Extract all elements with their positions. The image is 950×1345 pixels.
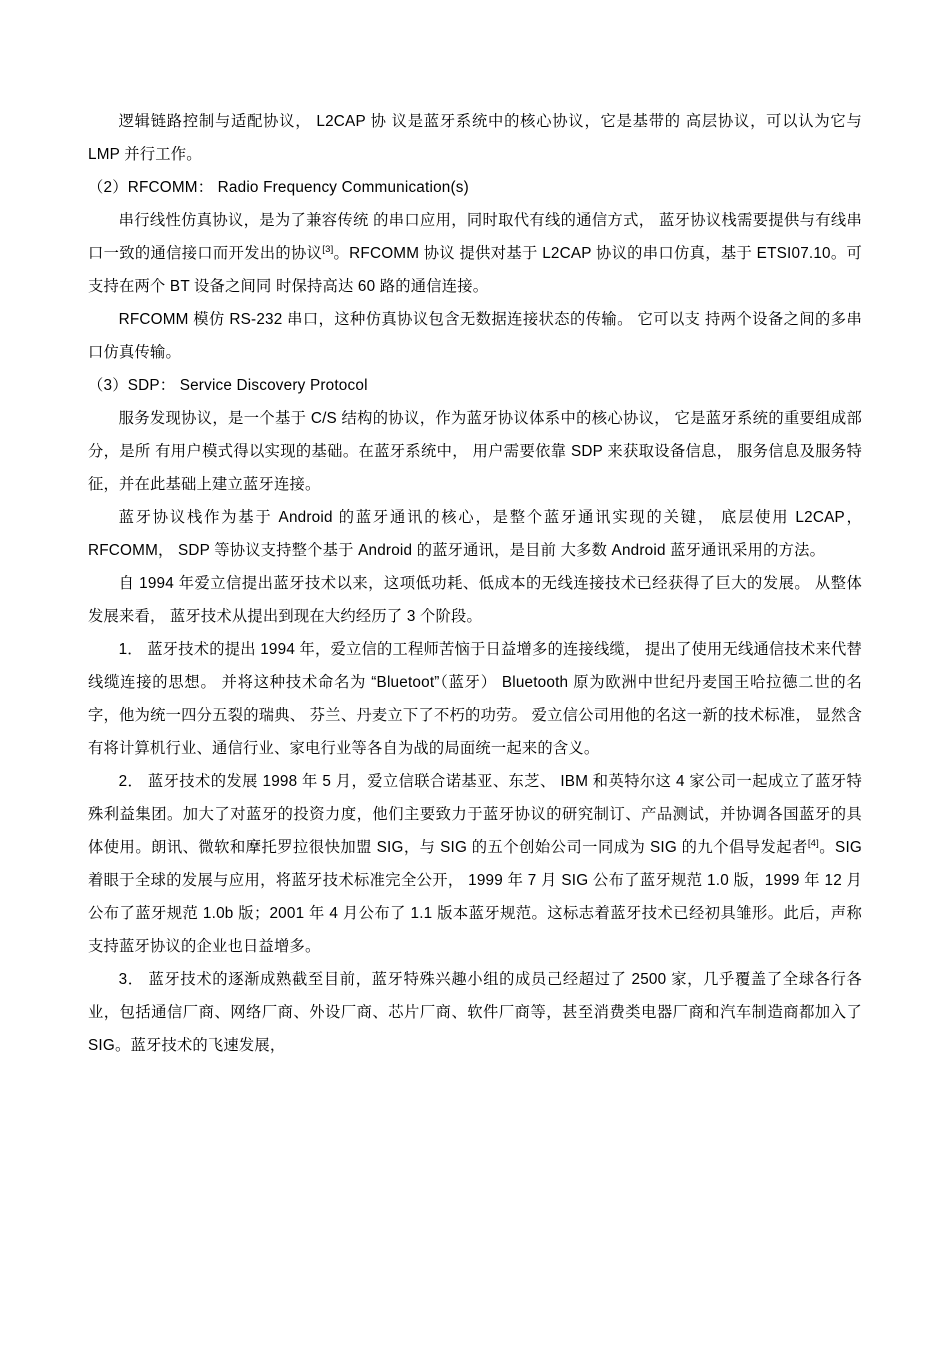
paragraph-stack-android: 蓝牙协议栈作为基于 Android 的蓝牙通讯的核心，是整个蓝牙通讯实现的关键， 底层使用 L2CAP， RFCOMM， SDP 等协议支持整个基于 Android 的蓝牙通讯，是目前 大多数 Android 蓝牙通讯采用的方法。 <box>88 509 867 559</box>
paragraph-history-intro: 自 1994 年爱立信提出蓝牙技术以来，这项低功耗、低成本的无线连接技术已经获得了巨大的发展。 从整体发展来看， 蓝牙技术从提出到现在大约经历了 3 个阶段。 <box>88 575 862 625</box>
paragraph-rfcomm-text-before-ref: 串行线性仿真协议，是为了兼容传统 的串口应用，同时取代有线的通信方式， 蓝牙协议栈需要提供与有线串口一致的通信接口而开发出的协议 <box>88 212 862 262</box>
paragraph-stage-two <box>88 765 867 963</box>
footnote-ref-4: [4] <box>807 837 819 849</box>
paragraph-rfcomm-rs232: RFCOMM 模仿 RS-232 串口，这种仿真协议包含无数据连接状态的传输。 它可以支 持两个设备之间的多串口仿真传输。 <box>88 311 862 361</box>
paragraph-rfcomm-text-after-ref: 。RFCOMM 协议 提供对基于 L2CAP 协议的串口仿真，基于 ETSI07.10。可支持在两个 BT 设备之间同 时保持高达 60 路的通信连接。 <box>88 245 862 295</box>
paragraph-stage-two-text-after-ref: 。SIG 着眼于全球的发展与应用，将蓝牙技术标准完全公开， 1999 年 7 月 SIG 公布了蓝牙规范 1.0 版，1999 年 12 月公布了蓝牙规范 1.0b 版；2001 年 4 月公布了 1.1 版本蓝牙规范。这标志着蓝牙技术已经初具雏形。此后，声称支持蓝牙协议的企业也日益增多。 <box>88 839 867 955</box>
paragraph-stage-three: 3． 蓝牙技术的逐渐成熟截至目前，蓝牙特殊兴趣小组的成员己经超过了 2500 家，几乎覆盖了全球各行各业，包括通信厂商、网络厂商、外设厂商、芯片厂商、软件厂商等，甚至消费类电器厂商和汽车制造商都加入了 SIG。蓝牙技术的飞速发展， <box>88 971 867 1054</box>
paragraph-l2cap: 逻辑链路控制与适配协议， L2CAP 协 议是蓝牙系统中的核心协议，它是基带的 高层协议，可以认为它与 LMP 并行工作。 <box>88 113 867 163</box>
heading-rfcomm: （2）RFCOMM： Radio Frequency Communication(s) <box>88 179 469 196</box>
paragraph-stage-two-text-before-ref: 2． 蓝牙技术的发展 1998 年 5 月，爱立信联合诺基亚、东芝、 IBM 和英特尔这 4 家公司一起成立了蓝牙特殊利益集团。加大了对蓝牙的投资力度，他们主要致力于蓝牙协议的研究制订、产品测试，并协调各国蓝牙的具体使用。朗讯、微软和摩托罗拉很快加盟 SIG，与 SIG 的五个创始公司一同成为 SIG 的九个倡导发起者 <box>88 773 862 856</box>
footnote-ref-3: [3] <box>322 243 334 255</box>
paragraph-rfcomm-description <box>88 204 862 303</box>
paragraph-stage-one: 1． 蓝牙技术的提出 1994 年，爱立信的工程师苦恼于日益增多的连接线缆， 提出了使用无线通信技术来代替线缆连接的思想。 并将这种技术命名为 “Bluetoot”（蓝牙） Bluetooth 原为欧洲中世纪丹麦国王哈拉德二世的名字，他为统一四分五裂的瑞典、 芬兰、丹麦立下了不朽的功劳。 爱立信公司用他的名这一新的技术标准， 显然含有将计算机行业、通信行业、家电行业等各自为战的局面统一起来的含义。 <box>88 641 862 757</box>
heading-sdp: （3）SDP： Service Discovery Protocol <box>88 377 368 394</box>
paragraph-sdp-description: 服务发现协议，是一个基于 C/S 结构的协议，作为蓝牙协议体系中的核心协议， 它是蓝牙系统的重要组成部分，是所 有用户模式得以实现的基础。在蓝牙系统中， 用户需要依靠 SDP 来获取设备信息， 服务信息及服务特征，并在此基础上建立蓝牙连接。 <box>88 410 862 493</box>
document-body <box>88 105 867 1062</box>
